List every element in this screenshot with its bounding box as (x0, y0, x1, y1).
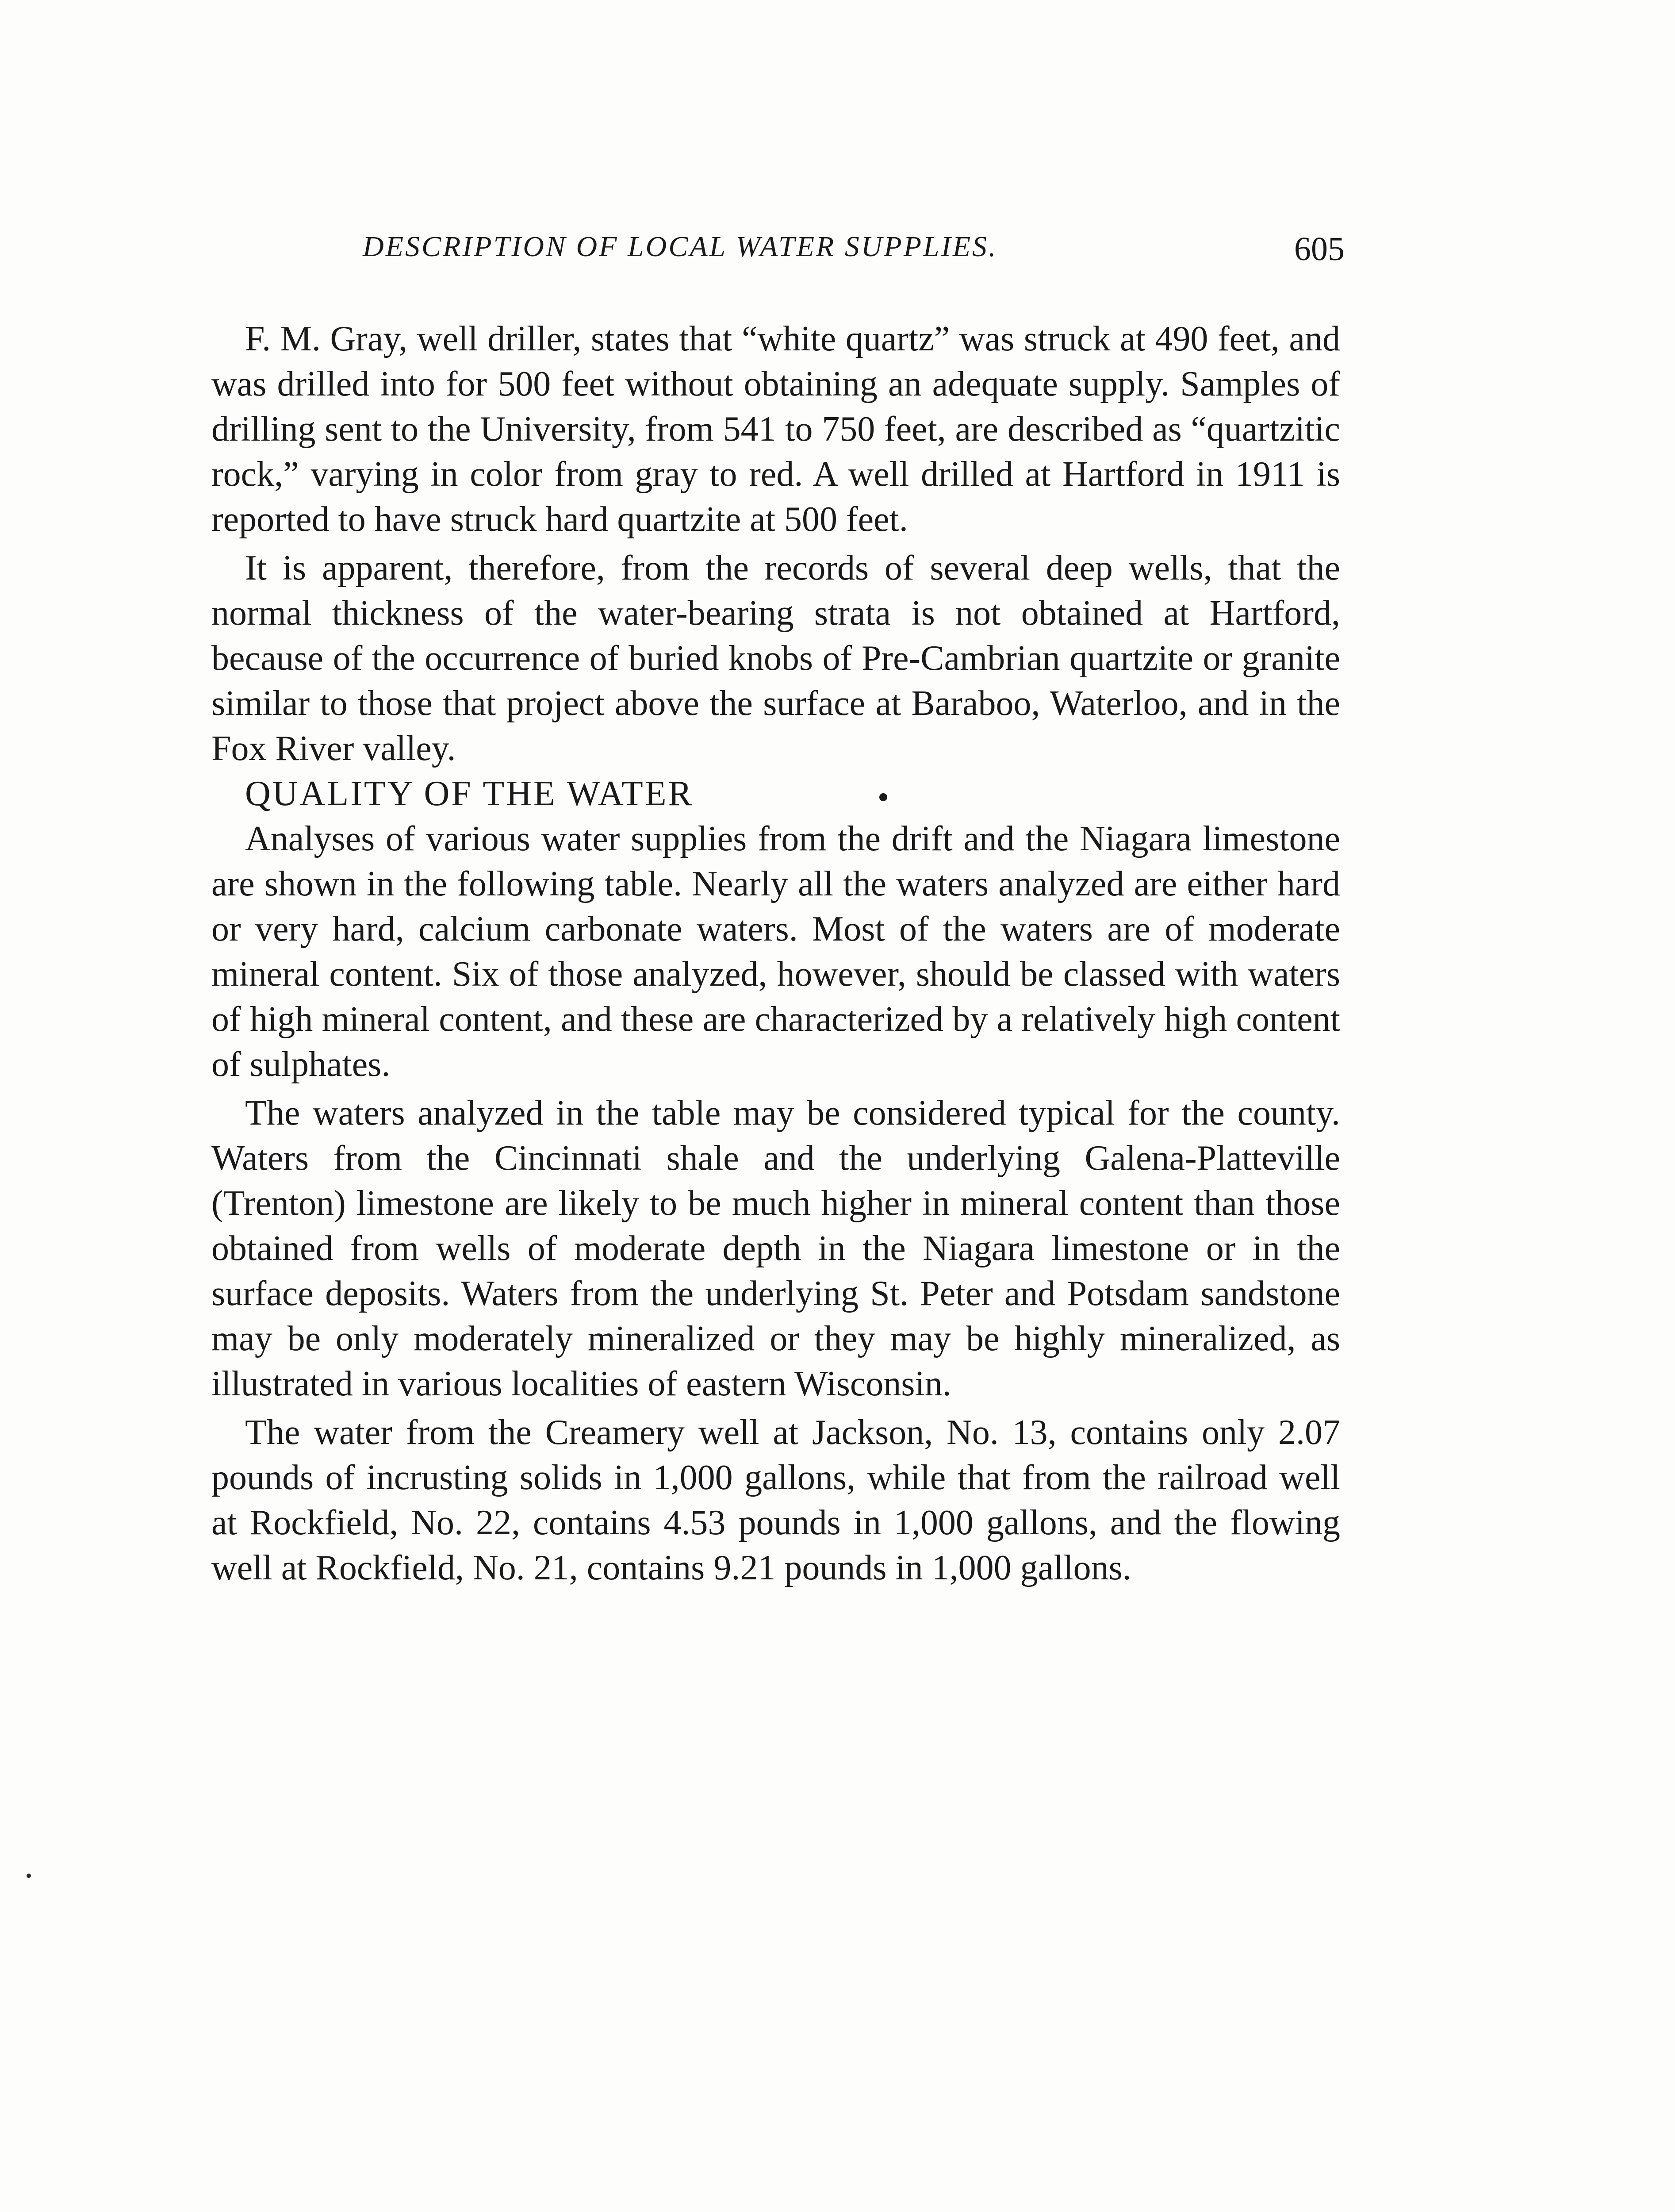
paragraph-gray-well-driller: F. M. Gray, well driller, states that “white quartz” was struck at 490 feet, and was drilled into for 500 feet without obtaining an adequate supply. Samples of drilling sent to the University, from 541 to 750 feet, are described as “quartzitic rock,” varying in color from gray to red. A well drilled at Hartford in 1911 is reported to have struck hard quartzite at 500 feet. (211, 319, 1340, 539)
paragraph-typical-waters: The waters analyzed in the table may be considered typical for the county. Waters from the Cincinnati shale and the underlying Galena-Platteville (Trenton) limestone are likely to be much higher in mineral content than those obtained from wells of moderate depth in the Niagara limestone or in the surface deposits. Waters from the underlying St. Peter and Potsdam sandstone may be only moderately mineralized or they may be highly mineralized, as illustrated in various localities of eastern Wisconsin. (211, 1094, 1340, 1403)
section-heading-text: QUALITY OF THE WATER (245, 774, 694, 813)
page-number: 605 (1294, 230, 1345, 268)
paragraph-deep-wells-thickness: It is apparent, therefore, from the records of several deep wells, that the normal thickness of the water-bearing strata is not obtained at Hartford, because of the occurrence of buried knobs of Pre-Cambrian quartzite or granite similar to those that project above the surface at Baraboo, Waterloo, and in the Fox River valley. (211, 549, 1340, 768)
print-speck-icon (879, 793, 887, 801)
section-heading-quality-of-water (211, 771, 1340, 816)
body-text (211, 316, 1340, 1590)
running-head (212, 230, 1345, 274)
paragraph-analyses: Analyses of various water supplies from the drift and the Niagara limestone are shown in the following table. Nearly all the waters analyzed are either hard or very hard, calcium carbonate waters. Most of the waters are of moderate mineral content. Six of those analyzed, however, should be classed with waters of high mineral content, and these are characterized by a relatively high content of sulphates. (211, 819, 1340, 1084)
paragraph-incrusting-solids: The water from the Creamery well at Jackson, No. 13, contains only 2.07 pounds of incrusting solids in 1,000 gallons, while that from the railroad well at Rockfield, No. 22, contains 4.53 pounds in 1,000 gallons, and the flowing well at Rockfield, No. 21, contains 9.21 pounds in 1,000 gallons. (211, 1413, 1340, 1587)
running-title: DESCRIPTION OF LOCAL WATER SUPPLIES. (363, 230, 998, 263)
print-speck-icon (27, 1874, 31, 1878)
